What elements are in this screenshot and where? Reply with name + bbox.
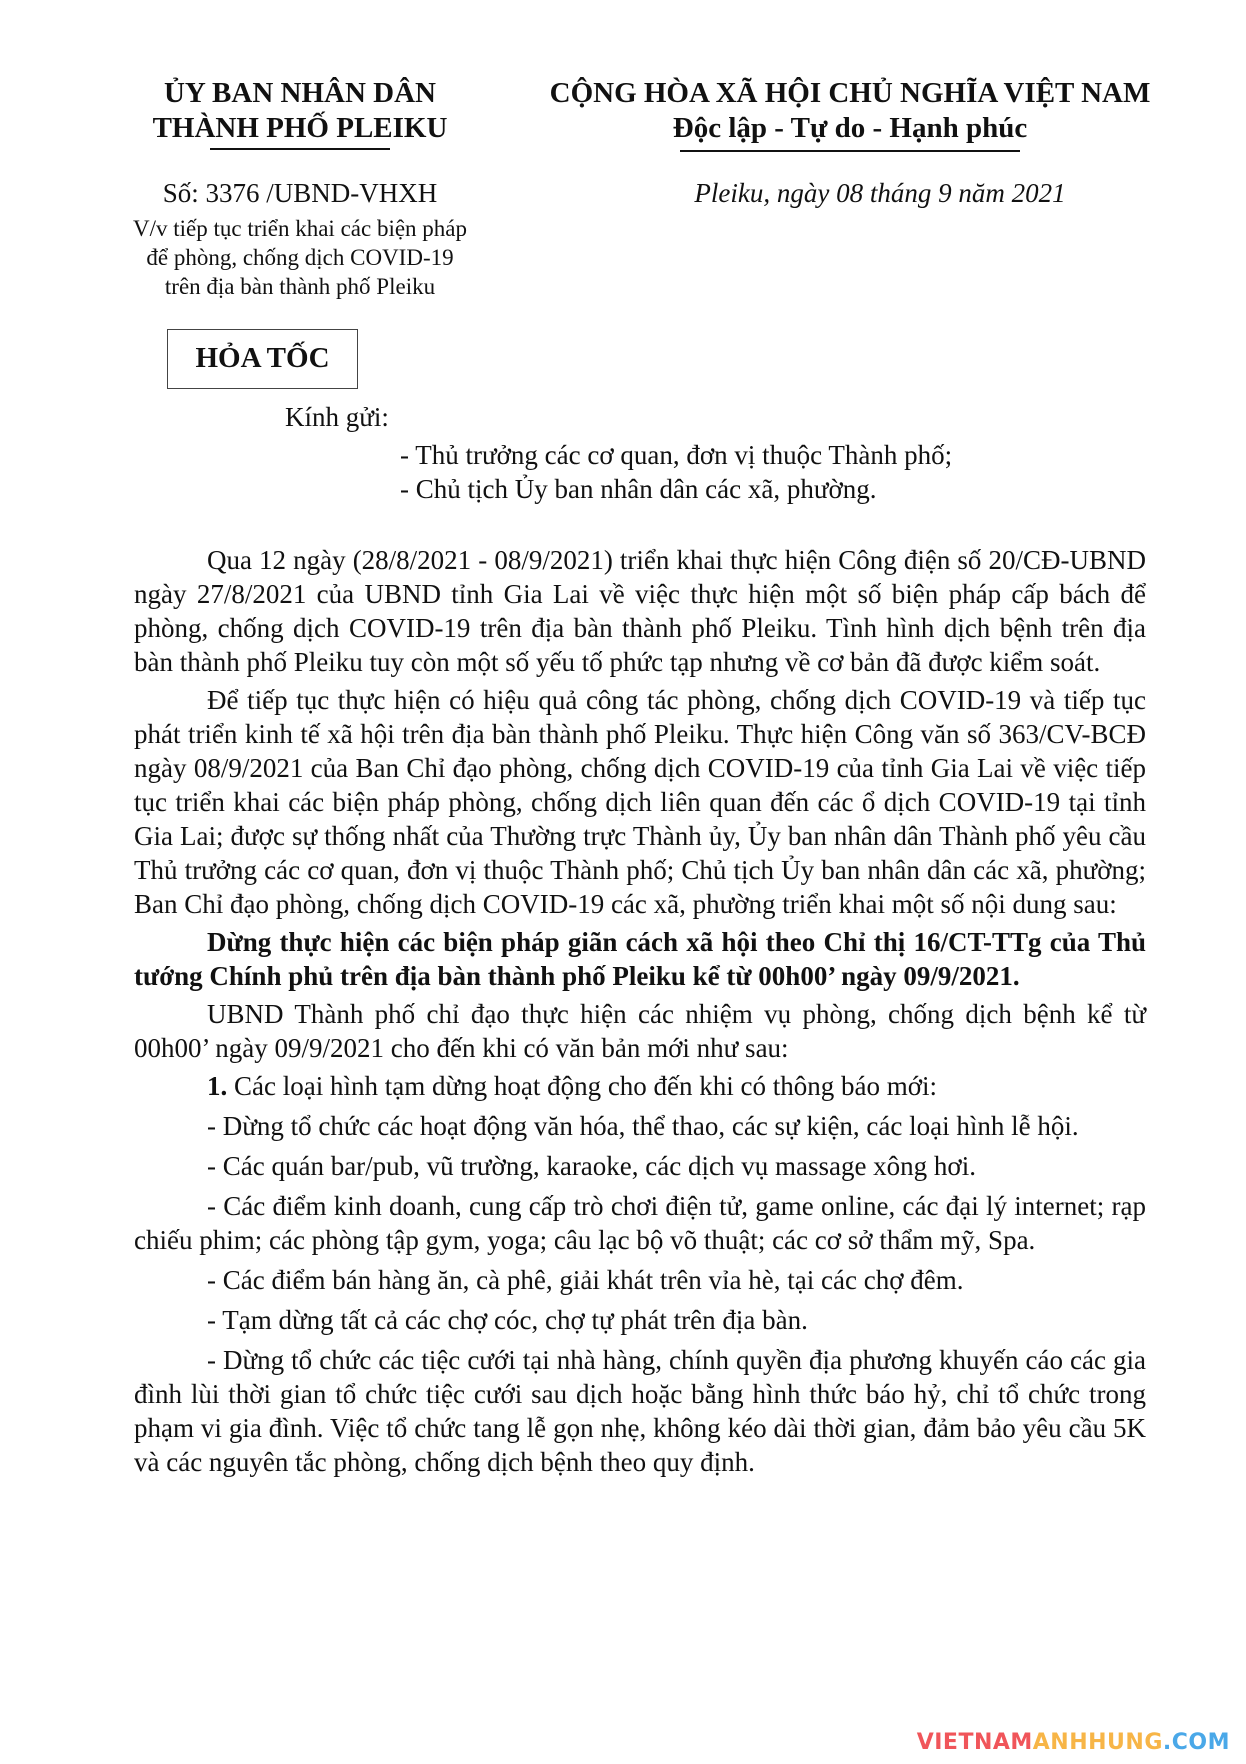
subject-line: V/v tiếp tục triển khai các biện pháp xyxy=(132,216,468,241)
watermark-part: VIETNAM xyxy=(916,1730,1033,1755)
section-number: 1. xyxy=(207,1071,228,1101)
divider xyxy=(680,150,1020,152)
paragraph: Để tiếp tục thực hiện có hiệu quả công tác phòng, chống dịch COVID-19 và tiếp tục phát triển kinh tế xã hội trên địa bàn thành phố Pleiku. Thực hiện Công văn số 363/CV-BCĐ ngày 08/9/2021 của Ban Chỉ đạo phòng, chống dịch COVID-19 của tỉnh Gia Lai về việc tiếp tục triển khai các biện pháp phòng, chống dịch liên quan đến các ổ dịch COVID-19 tại tỉnh Gia Lai; được sự thống nhất của Thường trực Thành ủy, Ủy ban nhân dân Thành phố yêu cầu Thủ trưởng các cơ quan, đơn vị thuộc Thành phố; Chủ tịch Ủy ban nhân dân các xã, phường; Ban Chỉ đạo phòng, chống dịch COVID-19 các xã, phường triển khai một số nội dung sau: xyxy=(134,685,1146,919)
list-item: - Tạm dừng tất cả các chợ cóc, chợ tự phát trên địa bàn. xyxy=(207,1305,808,1335)
watermark-part: ANHHUNG xyxy=(1032,1730,1163,1755)
list-item: - Dừng tổ chức các tiệc cưới tại nhà hàng, chính quyền địa phương khuyến cáo các gia đình lùi thời gian tổ chức tiệc cưới sau dịch hoặc bằng hình thức báo hỷ, chỉ tổ chức trong phạm vi gia đình. Việc tổ chức tang lễ gọn nhẹ, không kéo dài thời gian, đảm bảo yêu cầu 5K và các nguyên tắc phòng, chống dịch bệnh theo quy định. xyxy=(134,1345,1146,1477)
list-item: - Các quán bar/pub, vũ trường, karaoke, các dịch vụ massage xông hơi. xyxy=(207,1151,976,1181)
recipient-item: - Chủ tịch Ủy ban nhân dân các xã, phường. xyxy=(400,474,877,504)
section-title: Các loại hình tạm dừng hoạt động cho đến khi có thông báo mới: xyxy=(227,1071,938,1101)
issuing-authority xyxy=(110,76,490,146)
bold-directive: Dừng thực hiện các biện pháp giãn cách xã hội theo Chỉ thị 16/CT-TTg của Thủ tướng Chính phủ trên địa bàn thành phố Pleiku kể từ 00h00’ ngày 09/9/2021. xyxy=(134,927,1146,991)
document-body xyxy=(134,543,1146,1485)
list-item: - Dừng tổ chức các hoạt động văn hóa, thể thao, các sự kiện, các loại hình lễ hội. xyxy=(207,1111,1079,1141)
subject-line: để phòng, chống dịch COVID-19 xyxy=(146,245,454,270)
org-line-2: THÀNH PHỐ PLEIKU xyxy=(152,112,448,144)
list-item: - Các điểm bán hàng ăn, cà phê, giải khát trên vỉa hè, tại các chợ đêm. xyxy=(207,1265,964,1295)
recipient-item: - Thủ trưởng các cơ quan, đơn vị thuộc Thành phố; xyxy=(400,440,953,470)
paragraph: UBND Thành phố chỉ đạo thực hiện các nhiệm vụ phòng, chống dịch bệnh kể từ 00h00’ ngày 09/9/2021 cho đến khi có văn bản mới như sau: xyxy=(134,999,1146,1063)
urgency-stamp: HỎA TỐC xyxy=(167,329,358,389)
paragraph: Qua 12 ngày (28/8/2021 - 08/9/2021) triển khai thực hiện Công điện số 20/CĐ-UBND ngày 27/8/2021 của UBND tỉnh Gia Lai về việc thực hiện một số biện pháp cấp bách để phòng, chống dịch COVID-19 trên địa bàn thành phố Pleiku. Tình hình dịch bệnh trên địa bàn thành phố Pleiku tuy còn một số yếu tố phức tạp nhưng về cơ bản đã được kiểm soát. xyxy=(134,545,1146,677)
document-subject xyxy=(95,214,505,301)
document-number: Số: 3376 /UBND-VHXH xyxy=(162,178,438,208)
nation-line-1: CỘNG HÒA XÃ HỘI CHỦ NGHĨA VIỆT NAM xyxy=(549,77,1151,109)
watermark-logo xyxy=(917,1730,1230,1756)
subject-line: trên địa bàn thành phố Pleiku xyxy=(164,274,436,299)
recipients-label: Kính gửi: xyxy=(285,402,389,432)
recipients-list xyxy=(400,438,952,506)
divider xyxy=(210,148,390,150)
watermark-part: .COM xyxy=(1162,1730,1230,1755)
section-heading xyxy=(134,1069,1146,1103)
national-motto xyxy=(500,76,1200,146)
nation-line-2: Độc lập - Tự do - Hạnh phúc xyxy=(672,112,1028,144)
list-item: - Các điểm kinh doanh, cung cấp trò chơi điện tử, game online, các đại lý internet; rạp chiếu phim; các phòng tập gym, yoga; câu lạc bộ võ thuật; các cơ sở thẩm mỹ, Spa. xyxy=(134,1191,1146,1255)
org-line-1: ỦY BAN NHÂN DÂN xyxy=(163,77,436,109)
place-date: Pleiku, ngày 08 tháng 9 năm 2021 xyxy=(694,178,1066,208)
